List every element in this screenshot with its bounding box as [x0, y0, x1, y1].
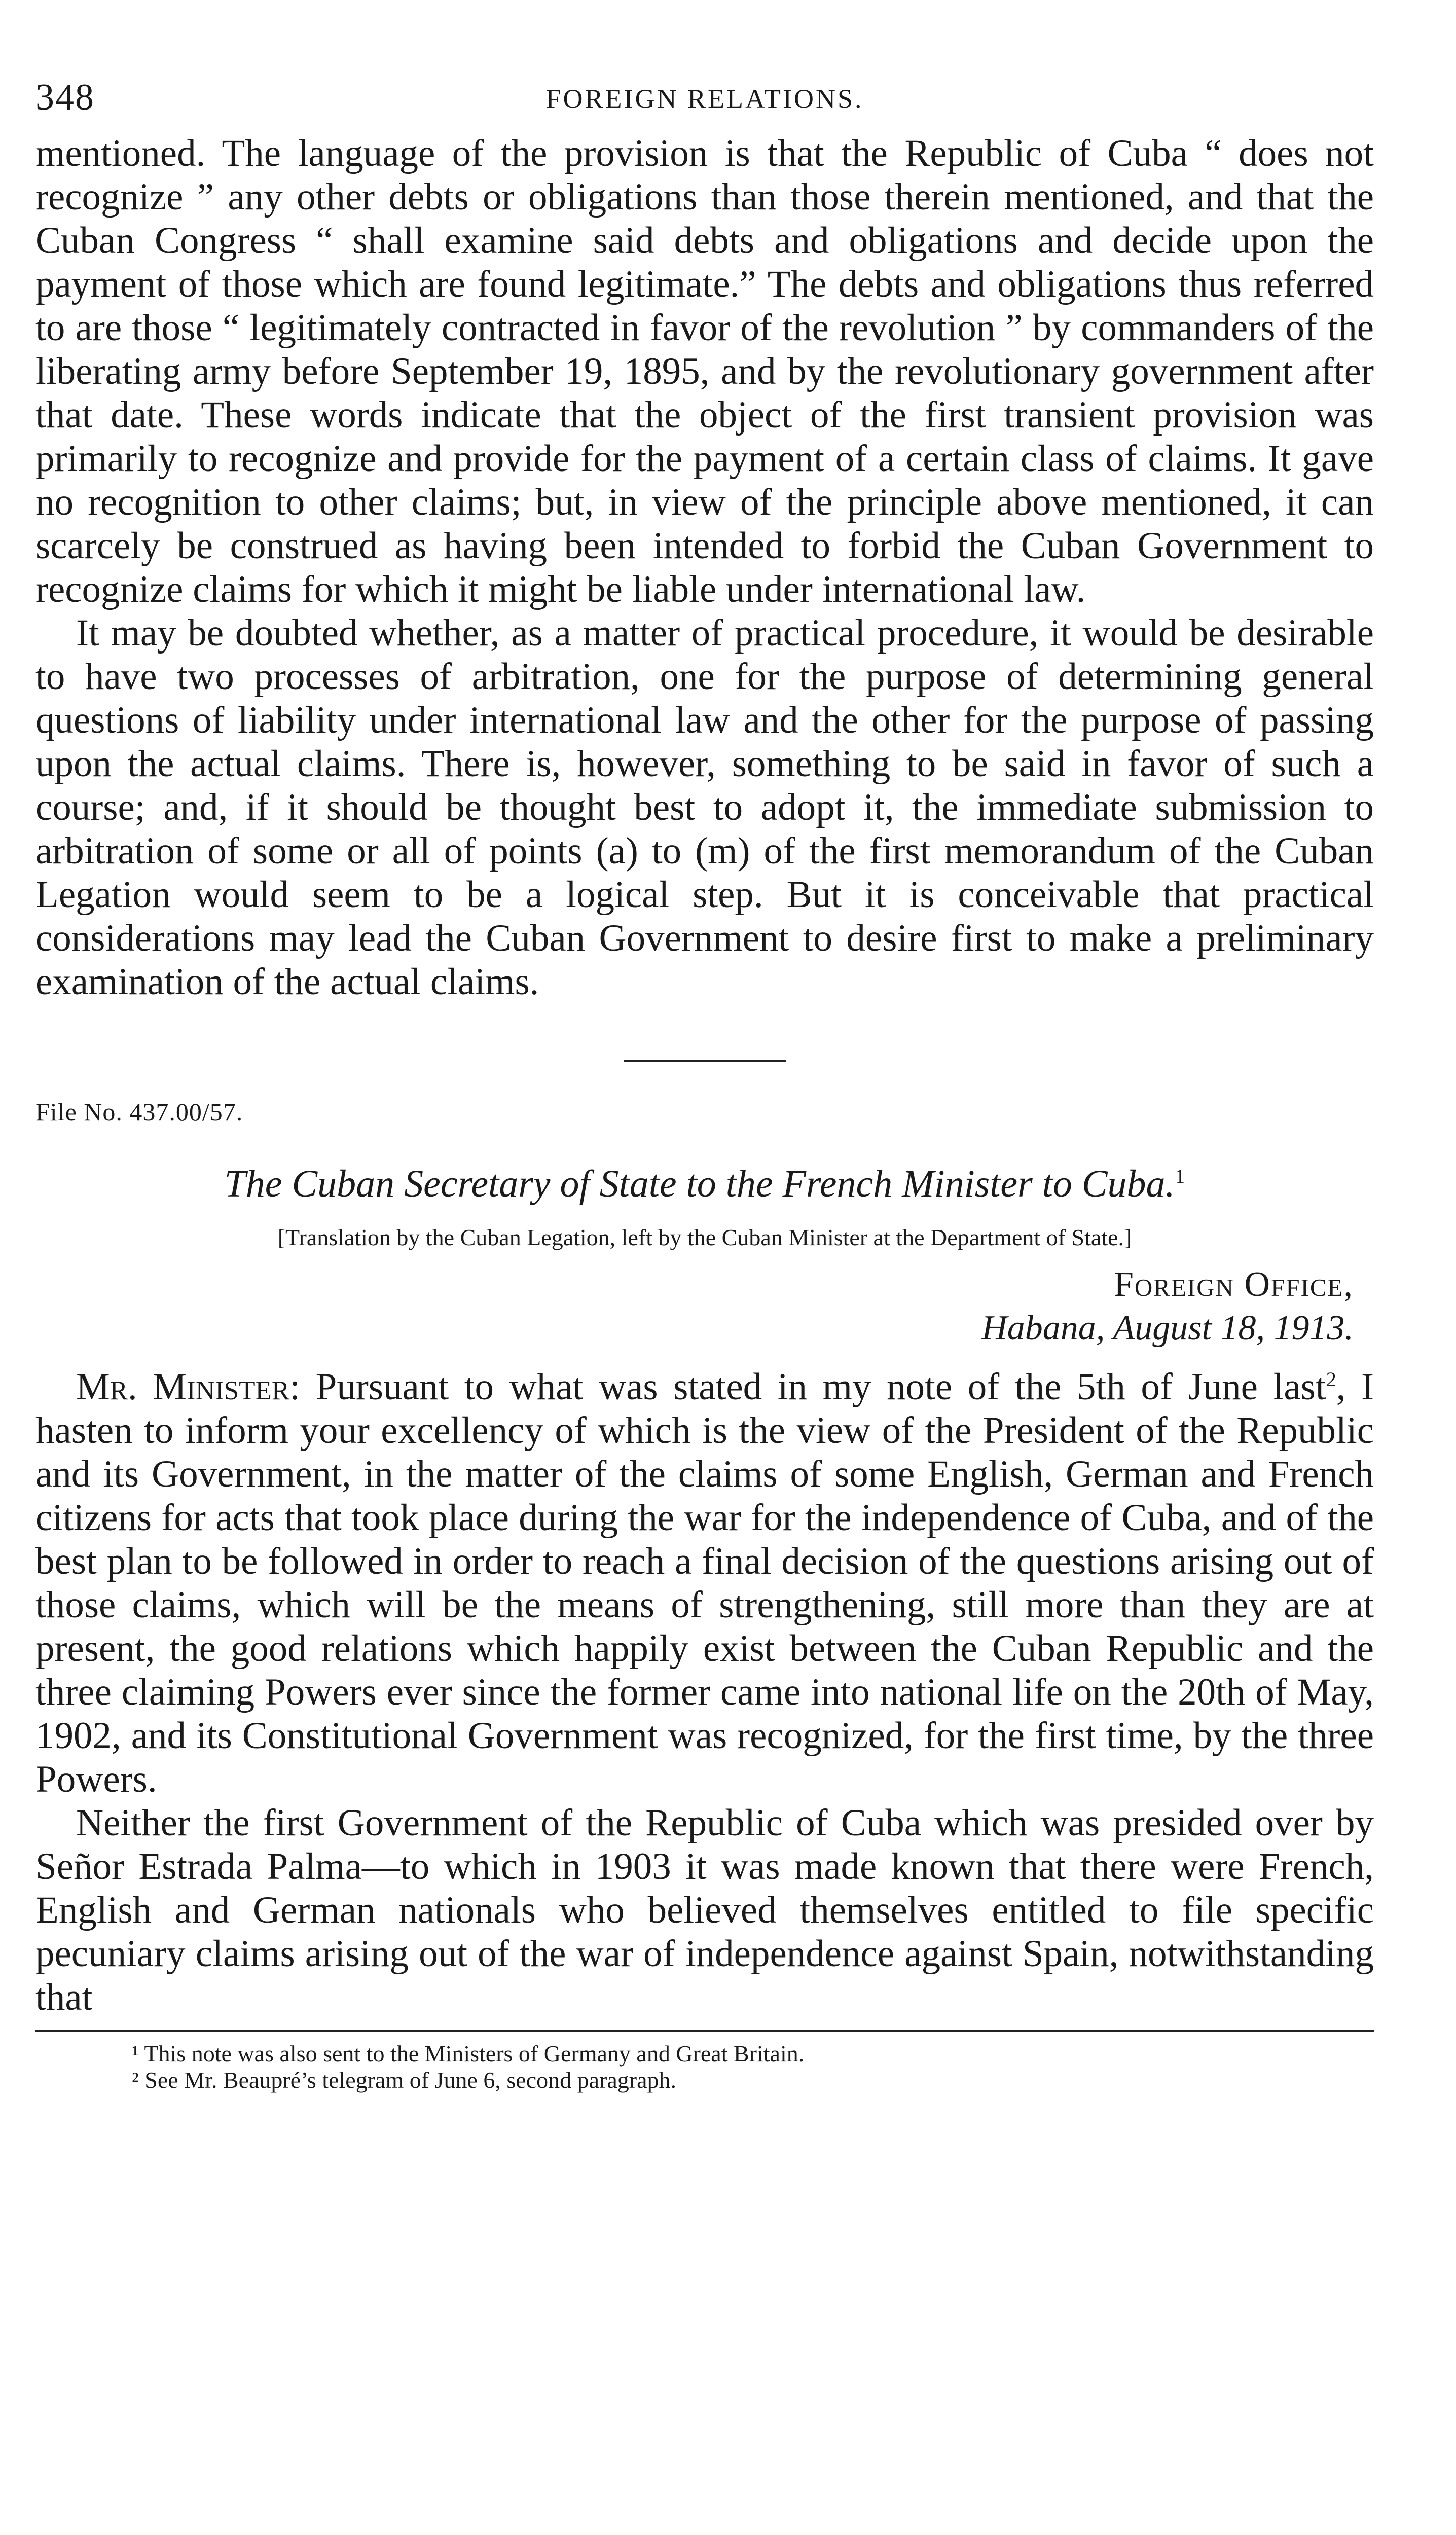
- translation-note: [Translation by the Cuban Legation, left by the Cuban Minister at the Department of State.]: [277, 1224, 1132, 1250]
- footnote-divider: [35, 2030, 1374, 2032]
- running-title: FOREIGN RELATIONS.: [545, 84, 864, 114]
- dateline-office: Foreign Office,: [1113, 1265, 1354, 1304]
- page-number: 348: [35, 77, 95, 118]
- footnote-reference: 2: [1326, 1368, 1336, 1391]
- continued-paragraph: mentioned. The language of the provision is that the Republic of Cuba “ does not recognize ” any other debts or obligations than those therein mentioned, and that the Cuban Congress “ shall examine said debts and obligations and decide upon the payment of those which are found legitimate.” The debts and obligations thus referred to are those “ legitimately contracted in favor of the revolution ” by commanders of the liberating army before September 19, 1895, and by the revolutionary government after that date. These words indicate that the object of the first transient provision was primarily to recognize and provide for the payment of a certain class of claims. It gave no recognition to other claims; but, in view of the principle above mentioned, it can scarcely be construed as having been intended to forbid the Cuban Government to recognize claims for which it might be liable under international law.: [35, 132, 1374, 610]
- running-head: [35, 76, 1374, 132]
- section-divider: [624, 1060, 786, 1062]
- letter-text: , I hasten to inform your excellency of which is the view of the President of the Republic and its Government, in the matter of the claims of some English, German and French citizens for acts that took place during the war for the independence of Cuba, and of the best plan to be followed in order to reach a final decision of the questions arising out of those claims, which will be the means of strengthening, still more than they are at present, the good relations which happily exist between the Cuban Republic and the three claiming Powers ever since the former came into national life on the 20th of May, 1902, and its Constitutional Government was recognized, for the first time, by the three Powers.: [35, 1366, 1374, 1800]
- dateline-place-date: Habana, August 18, 1913.: [981, 1309, 1354, 1348]
- letter-paragraph: Neither the first Government of the Republic of Cuba which was presided over by Señor Estrada Palma—to which in 1903 it was made known that there were French, English and German nationals who believed themselves entitled to file specific pecuniary claims arising out of the war of independence against Spain, notwithstanding that: [35, 1802, 1374, 2018]
- file-number: File No. 437.00/57.: [35, 1098, 243, 1126]
- footnotes: [35, 2041, 1374, 2093]
- letter-text: : Pursuant to what was stated in my note of the 5th of June last: [289, 1366, 1326, 1408]
- footnote-reference: 1: [1175, 1165, 1185, 1188]
- document-title: [35, 1162, 1374, 1206]
- dateline: [35, 1263, 1354, 1350]
- body-paragraph: It may be doubted whether, as a matter of practical procedure, it would be desirable to have two processes of arbitration, one for the purpose of determining general questions of liability under international law and the other for the purpose of passing upon the actual claims. There is, however, something to be said in favor of such a course; and, if it should be thought best to adopt it, the immediate submission to arbitration of some or all of points (a) to (m) of the first memorandum of the Cuban Legation would seem to be a logical step. But it is conceivable that practical considerations may lead the Cuban Government to desire first to make a preliminary examination of the actual claims.: [35, 612, 1374, 1003]
- letter-paragraph: [35, 1365, 1374, 1801]
- document-title-text: The Cuban Secretary of State to the French Minister to Cuba.: [224, 1163, 1175, 1205]
- continued-text: [35, 132, 1374, 1004]
- document-page: [35, 76, 1374, 2093]
- letter-body: [35, 1365, 1374, 2019]
- footnote: ² See Mr. Beaupré’s telegram of June 6, second paragraph.: [132, 2067, 676, 2093]
- salutation: Mr. Minister: [76, 1366, 290, 1408]
- footnote: ¹ This note was also sent to the Ministers of Germany and Great Britain.: [132, 2041, 805, 2067]
